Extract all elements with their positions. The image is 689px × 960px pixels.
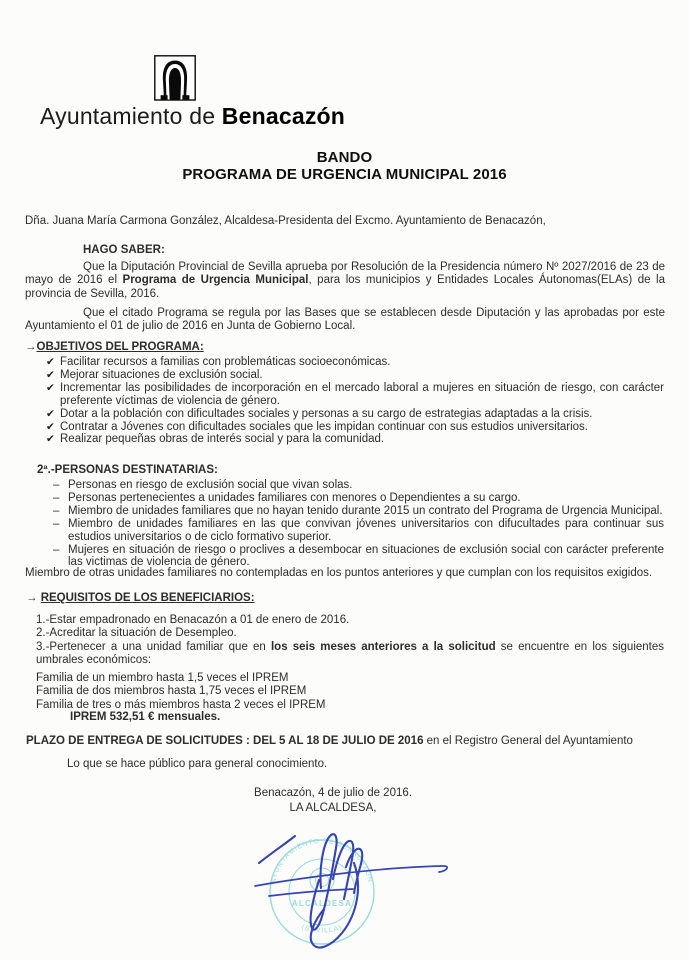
signature-area xyxy=(225,816,470,960)
paragraph-resolucion-bold: Programa de Urgencia Municipal xyxy=(122,274,309,287)
requisito-item3-bold: los seis meses anteriores a la solicitud xyxy=(270,640,496,653)
check-icon: ✔ xyxy=(46,368,55,381)
destinatarias-list xyxy=(53,479,664,569)
list-item xyxy=(53,518,664,544)
svg-text:(SEVILLA) xyxy=(301,924,344,935)
objetivo-item-text: Incrementar las posibilidades de incorporación en el mercado laboral a mujeres en situación de riesgo, con carácter preferente víctimas de violencia de género. xyxy=(60,381,664,407)
stamp-ring-text: AYUNTAMIENTO DE BENACAZÓN xyxy=(270,837,374,884)
arrow-icon: → xyxy=(26,592,38,604)
requisito-item3-post: se encuentre en los siguientes umbrales económicos: xyxy=(36,640,665,666)
objetivo-item-text: Contratar a Jóvenes con dificultades sociales que les impidan continuar con sus estudios universitarios. xyxy=(60,420,589,433)
requisito-item: 1.-Estar empadronado en Benacazón a 01 de enero de 2016. xyxy=(36,614,350,626)
paragraph-resolucion-pre: Que la Diputación Provincial de Sevilla aprueba por Resolución de la Presidencia número Nº 2027/2016 de 23 de mayo de 2016 el xyxy=(25,261,665,287)
requisitos-heading-text: REQUISITOS DE LOS BENEFICIARIOS: xyxy=(40,592,255,604)
arch-logo xyxy=(154,55,196,103)
arch-logo-icon xyxy=(154,55,196,103)
doc-title-program: PROGRAMA DE URGENCIA MUNICIPAL 2016 xyxy=(182,166,507,183)
arrow-icon: → xyxy=(25,341,37,353)
public-notice: Lo que se hace público para general conocimiento. xyxy=(67,758,328,770)
org-name xyxy=(40,103,345,130)
check-icon: ✔ xyxy=(46,356,55,368)
destinatarias-footnote: Miembro de otras unidades familiares no contempladas en los puntos anteriores y que cumplan con los requisitos exigidos. xyxy=(25,567,653,579)
dash-icon: – xyxy=(53,504,60,517)
objetivo-item-text: Mejorar situaciones de exclusión social. xyxy=(60,368,263,381)
hago-saber-heading: HAGO SABER: xyxy=(83,244,165,256)
plazo-regular: en el Registro General del Ayuntamiento xyxy=(423,735,633,747)
objetivos-list xyxy=(46,356,664,446)
plazo-bold: PLAZO DE ENTREGA DE SOLICITUDES : DEL 5 AL 18 DE JULIO DE 2016 xyxy=(26,735,424,747)
requisito-item: 2.-Acreditar la situación de Desempleo. xyxy=(36,627,237,640)
familia-line: Familia de tres o más miembros hasta 2 veces el IPREM xyxy=(36,698,326,711)
requisitos-heading xyxy=(26,592,255,605)
list-item xyxy=(53,492,664,505)
place-date: Benacazón, 4 de julio de 2016. xyxy=(254,787,412,799)
requisito-item xyxy=(36,641,664,668)
dash-icon: – xyxy=(53,491,60,504)
objetivos-heading-text: OBJETIVOS DEL PROGRAMA: xyxy=(36,341,204,353)
objetivo-item-text: Realizar pequeñas obras de interés social y para la comunidad. xyxy=(60,433,385,446)
signer-title: LA ALCALDESA, xyxy=(289,801,377,814)
list-item xyxy=(46,433,664,446)
dash-icon: – xyxy=(53,543,60,556)
check-icon: ✔ xyxy=(46,420,55,433)
destinataria-item-text: Miembro de unidades familiares en las que convivan jóvenes universitarios con difucultades para continuar sus estudios universitarios o de ciclo formativo superior. xyxy=(68,517,664,543)
list-item xyxy=(53,544,664,570)
org-name-regular: Ayuntamiento de xyxy=(40,103,222,129)
destinataria-item-text: Personas pertenecientes a unidades familiares con menores o Dependientes a su cargo. xyxy=(68,491,521,504)
destinataria-item-text: Personas en riesgo de exclusión social que vivan solas. xyxy=(68,479,353,491)
org-name-bold: Benacazón xyxy=(221,103,346,129)
familia-thresholds xyxy=(36,672,664,712)
dash-icon: – xyxy=(53,479,60,491)
list-item xyxy=(46,408,664,421)
destinataria-item-text: Mujeres en situación de riesgo o proclives a desembocar en situaciones de exclusión social con carácter preferente las victimas de violencia de género. xyxy=(68,543,664,569)
plazo-line xyxy=(26,735,664,748)
list-item xyxy=(53,479,664,492)
check-icon: ✔ xyxy=(46,433,55,446)
destinatarias-heading: 2ª.-PERSONAS DESTINATARIAS: xyxy=(37,464,218,476)
list-item xyxy=(46,356,664,369)
list-item xyxy=(46,382,664,408)
objetivos-heading xyxy=(25,341,204,354)
check-icon: ✔ xyxy=(46,407,55,420)
requisitos-items xyxy=(36,614,664,667)
list-item xyxy=(46,369,664,382)
paragraph-resolucion xyxy=(25,261,665,301)
objetivo-item-text: Dotar a la población con dificultades sociales y personas a su cargo de estrategias adaptadas a la crisis. xyxy=(60,407,593,420)
paragraph-resolucion-post: , para los municipios y Entidades Locales Áutonomas(ELAs) de la provincia de Sevilla, 2016. xyxy=(25,274,665,300)
stamp-center-text: ALCALDESA xyxy=(291,899,353,908)
iprem-amount: IPREM 532,51 € mensuales. xyxy=(70,711,221,723)
objetivo-item-text: Facilitar recursos a familias con problemáticas socioeconómicas. xyxy=(60,356,391,368)
paragraph-bases: Que el citado Programa se regula por las Bases que se establecen desde Diputación y las aprobadas por este Ayuntamiento el 01 de julio de 2016 en Junta de Gobierno Local. xyxy=(25,307,665,333)
check-icon: ✔ xyxy=(46,381,55,394)
familia-line: Familia de dos miembros hasta 1,75 veces el IPREM xyxy=(36,685,307,698)
familia-line: Familia de un miembro hasta 1,5 veces el IPREM xyxy=(36,672,289,684)
stamp-bottom-text: (SEVILLA) xyxy=(300,923,344,935)
salutation: Dña. Juana María Carmona González, Alcaldesa-Presidenta del Excmo. Ayuntamiento de Benacazón, xyxy=(25,215,546,227)
list-item xyxy=(46,421,664,434)
dash-icon: – xyxy=(53,517,60,530)
closing-block xyxy=(183,786,483,815)
doc-title-bando: BANDO xyxy=(316,149,373,166)
stamp-and-signature xyxy=(225,816,470,960)
requisito-item3-pre: 3.-Pertenecer a una unidad familiar que en xyxy=(36,640,271,653)
destinataria-item-text: Miembro de unidades familiares que no hayan tenido durante 2015 un contrato del Programa de Urgencia Municipal. xyxy=(68,504,663,517)
list-item xyxy=(53,505,664,518)
